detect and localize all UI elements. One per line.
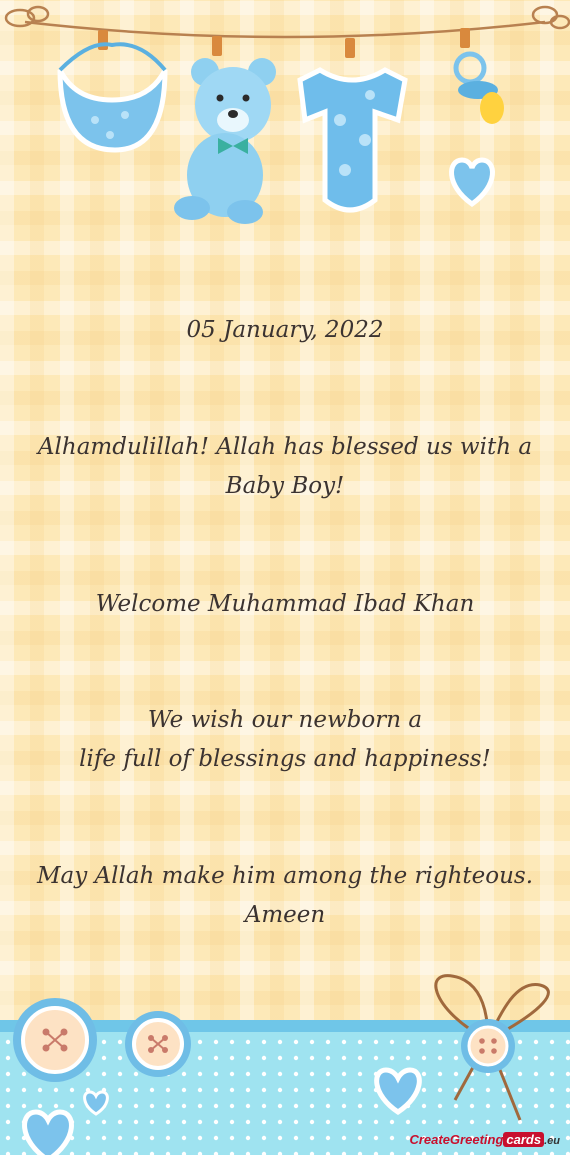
bottom-border-illustration	[0, 970, 570, 1155]
right-bow-icon	[533, 7, 569, 28]
brand-name: CreateGreeting	[409, 1132, 504, 1147]
button-icon	[13, 998, 97, 1082]
wish-line-1: We wish our newborn a	[147, 707, 423, 733]
welcome-text: Welcome Muhammad Ibad Khan	[95, 591, 475, 617]
clothespin-icon	[98, 30, 108, 50]
clothespin-icon	[212, 36, 222, 56]
clothespin-icon	[460, 28, 470, 48]
button-icon	[125, 1011, 191, 1077]
blessing-line-2: Baby Boy!	[225, 473, 345, 499]
brand-watermark	[409, 1132, 560, 1147]
bib-icon	[60, 44, 165, 150]
heart-icon	[25, 1112, 72, 1155]
brand-box: cards	[503, 1132, 544, 1147]
prayer-line-1: May Allah make him among the righteous.	[36, 863, 534, 889]
clothesline-illustration	[0, 0, 570, 245]
prayer-line-2: Ameen	[244, 902, 326, 928]
date-text: 05 January, 2022	[186, 317, 384, 343]
brand-tld: .eu	[544, 1135, 560, 1147]
pacifier-icon	[456, 54, 504, 124]
clothespin-icon	[345, 38, 355, 58]
blessing-line-1: Alhamdulillah! Allah has blessed us with a	[37, 434, 533, 460]
heart-icon	[452, 160, 493, 204]
onesie-icon	[300, 70, 405, 210]
teddy-bear-icon	[174, 58, 276, 224]
wish-line-2: life full of blessings and happiness!	[79, 746, 491, 772]
